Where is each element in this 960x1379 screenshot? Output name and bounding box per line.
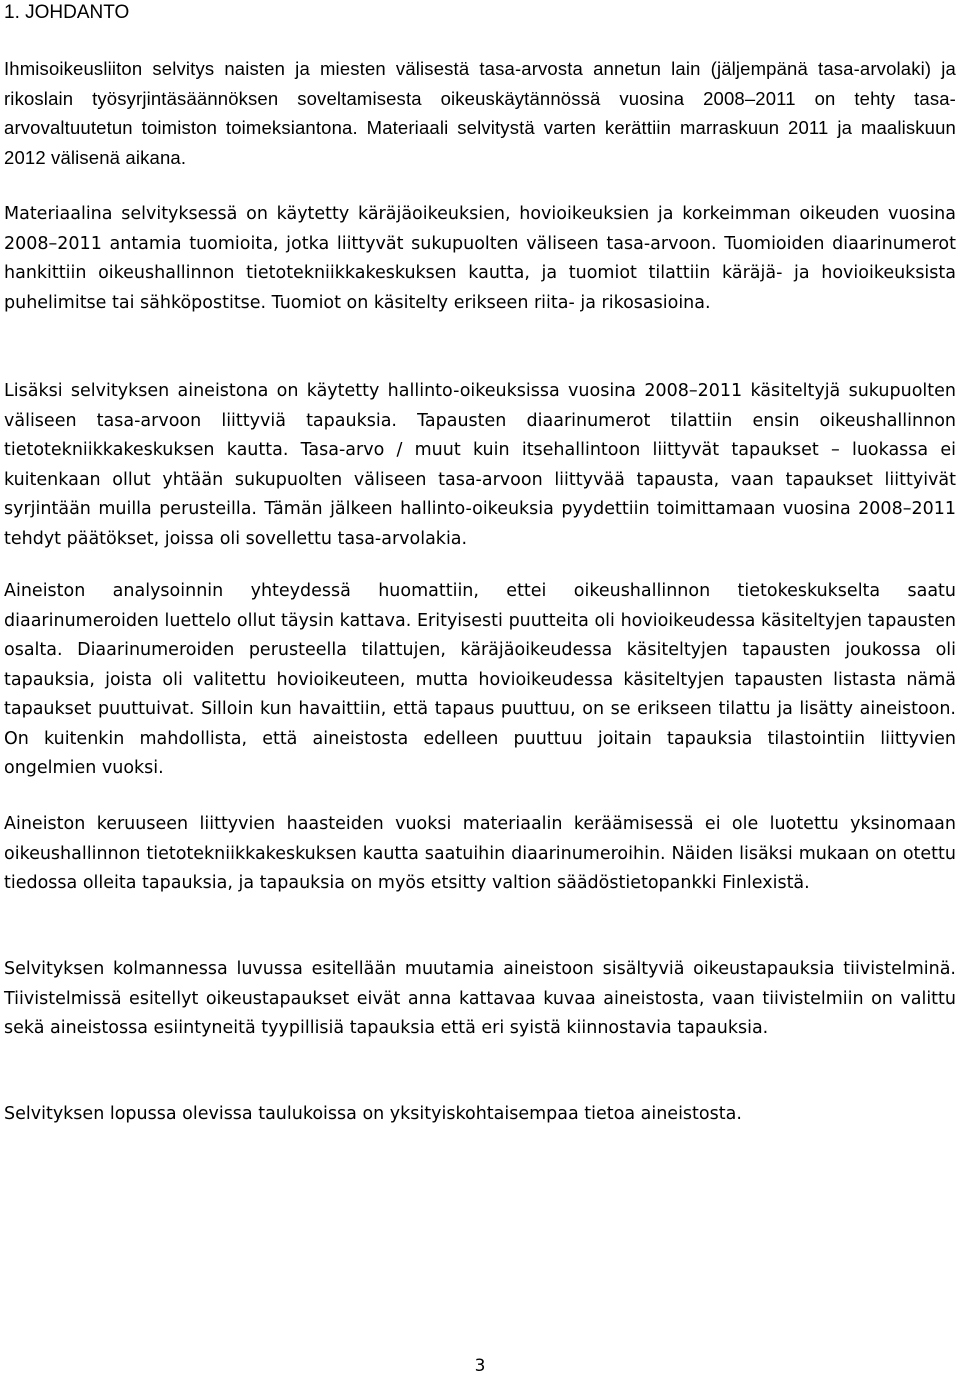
paragraph-6: Selvityksen kolmannessa luvussa esitellään muutamia aineistoon sisältyviä oikeustapauksia tiivistelminä. Tiivistelmissä esitellyt oikeustapaukset eivät anna kattavaa kuvaa aineistosta, vaan tiivistelmiin on valittu sekä aineistossa esiintyneitä tyypillisiä tapauksia että eri syistä kiinnostavia tapauksia. — [4, 959, 956, 1038]
paragraph-5: Aineiston keruuseen liittyvien haasteiden vuoksi materiaalin keräämisessä ei ole luotettu yksinomaan oikeushallinnon tietotekniikkakeskuksen kautta saatuihin diaarinumeroihin. Näiden lisäksi mukaan on otettu tiedossa olleita tapauksia, ja tapauksia on myös etsitty valtion säädöstietopankki Finlexistä. — [4, 814, 956, 893]
paragraph-1: Ihmisoikeusliiton selvitys naisten ja miesten välisestä tasa-arvosta annetun lain (jäljempänä tasa-arvolaki) ja rikoslain työsyrjintäsäännöksen soveltamisesta oikeuskäytännössä vuosina 2008–2011 on tehty tasa-arvovaltuutetun toimiston toimeksiantona. Materiaali selvitystä varten kerättiin marraskuun 2011 ja maaliskuun 2012 välisenä aikana. — [4, 58, 956, 168]
paragraph-3: Lisäksi selvityksen aineistona on käytetty hallinto-oikeuksissa vuosina 2008–2011 käsiteltyjä sukupuolten väliseen tasa-arvoon liittyviä tapauksia. Tapausten diaarinumerot tilattiin ensin oikeushallinnon tietotekniikkakeskuksen kautta. Tasa-arvo / muut kuin itsehallintoon liittyvät tapaukset – luokassa ei kuitenkaan ollut yhtään sukupuolten väliseen tasa-arvoon liittyvää tapausta, vaan tapaukset liittyivät syrjintään muilla perusteilla. Tämän jälkeen hallinto-oikeuksia pyydettiin toimittamaan vuosina 2008–2011 tehdyt päätökset, joissa oli sovellettu tasa-arvolakia. — [4, 381, 956, 549]
page-number: 3 — [474, 1356, 486, 1376]
section-heading: 1. JOHDANTO — [4, 2, 130, 23]
paragraph-7: Selvityksen lopussa olevissa taulukoissa on yksityiskohtaisempaa tietoa aineistosta. — [4, 1104, 742, 1124]
paragraph-2: Materiaalina selvityksessä on käytetty käräjäoikeuksien, hovioikeuksien ja korkeimman oikeuden vuosina 2008–2011 antamia tuomioita, jotka liittyvät sukupuolten väliseen tasa-arvoon. Tuomioiden diaarinumerot hankittiin oikeushallinnon tietotekniikkakeskuksen kautta, ja tuomiot tilattiin käräjä- ja hovioikeuksista puhelimitse tai sähköpostitse. Tuomiot on käsitelty erikseen riita- ja rikosasioina. — [4, 204, 956, 313]
paragraph-4: Aineiston analysoinnin yhteydessä huomattiin, ettei oikeushallinnon tietokeskukselta saatu diaarinumeroiden luettelo ollut täysin kattava. Erityisesti puutteita oli hovioikeudessa käsiteltyjen tapausten osalta. Diaarinumeroiden perusteella tilattujen, käräjäoikeudessa käsiteltyjen tapausten joukossa oli tapauksia, joista oli valitettu hovioikeuteen, mutta hovioikeudessa käsiteltyjen tapausten listasta nämä tapaukset puuttuivat. Silloin kun havaittiin, että tapaus puuttuu, on se erikseen tilattu ja lisätty aineistoon. On kuitenkin mahdollista, että aineistosta edelleen puuttuu joitain tapauksia tilastointiin liittyvien ongelmien vuoksi. — [4, 581, 956, 778]
